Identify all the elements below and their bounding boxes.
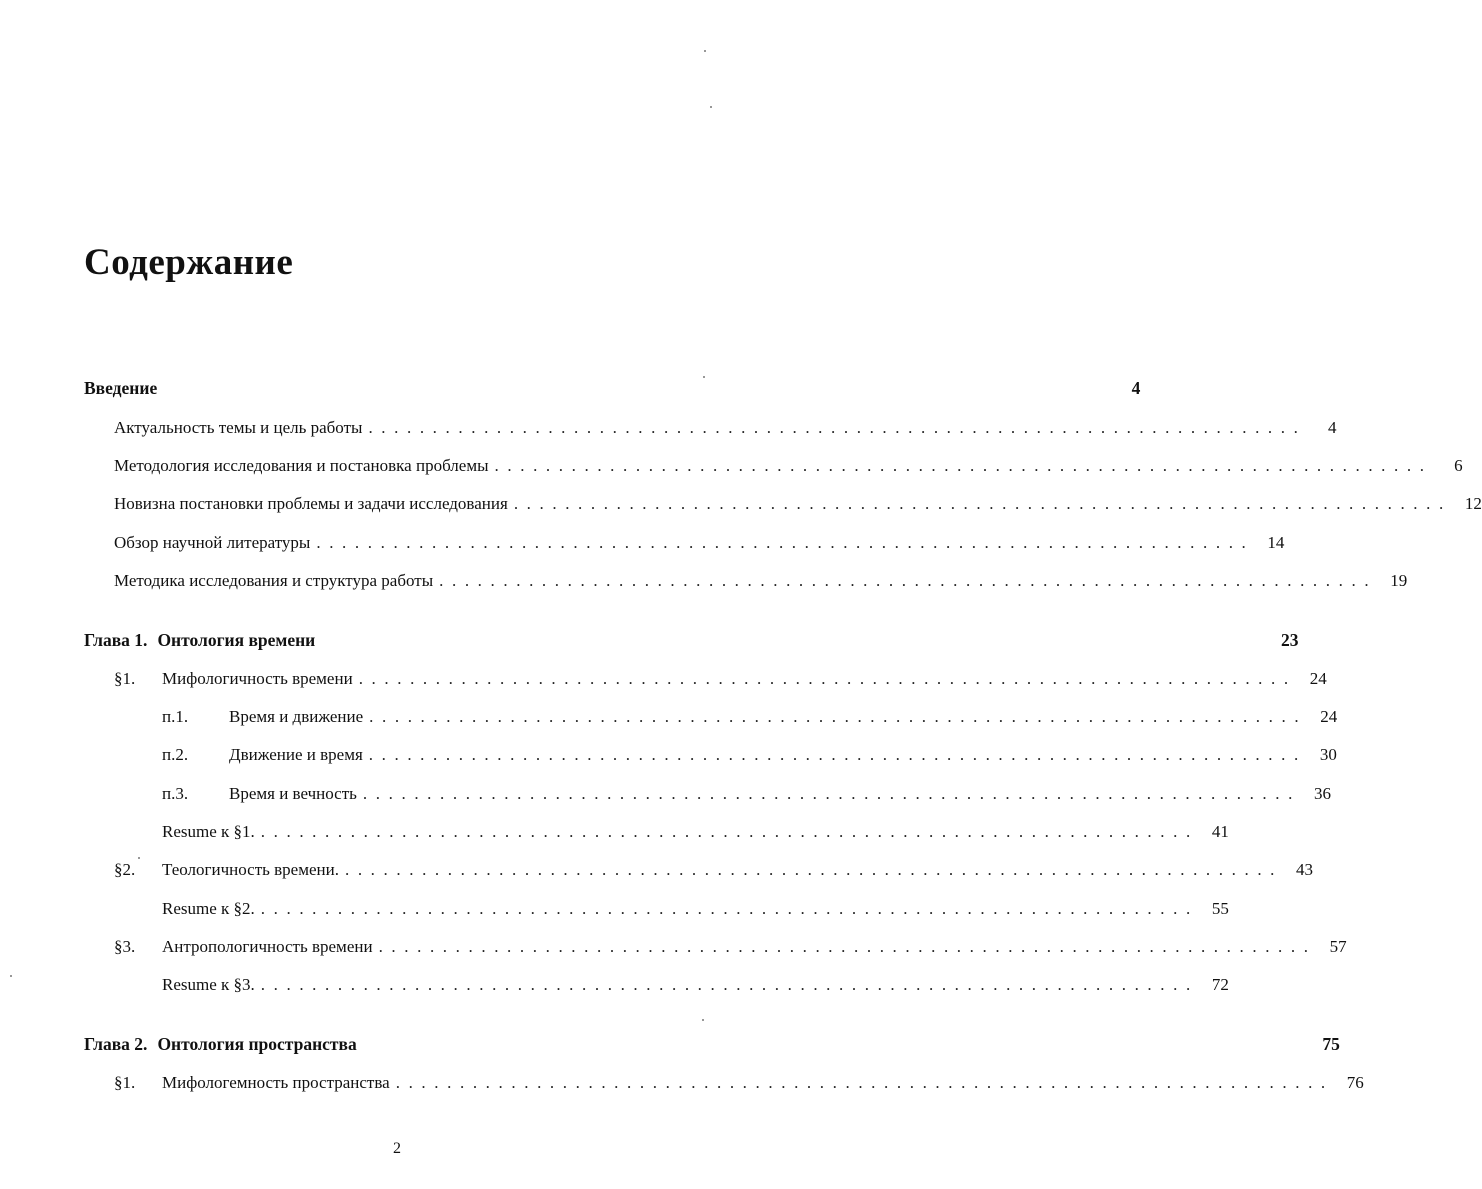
toc-entry-relevance[interactable] xyxy=(114,416,1337,440)
toc-entry-page: 4 xyxy=(1131,378,1141,398)
toc-entry-label: Теологичность времени. xyxy=(162,860,339,879)
toc-leader: ......................................................................... xyxy=(358,669,1297,688)
toc-entry-label: Методика исследования и структура работы xyxy=(114,571,434,590)
toc-entry-page: 12 xyxy=(1464,494,1482,513)
scan-speck xyxy=(710,106,712,108)
toc-entry-label: Новизна постановки проблемы и задачи исследования xyxy=(114,494,508,513)
toc-leader: ......................................................................... xyxy=(316,533,1255,552)
toc-leader: ......................................................................... xyxy=(368,418,1307,437)
toc-entry-label: Время и движение xyxy=(229,707,364,726)
toc-entry-ch1-s1-resume[interactable] xyxy=(162,820,1229,844)
toc-entry-label: Мифологемность пространства xyxy=(162,1073,390,1092)
toc-leader: ......................................................................... xyxy=(260,975,1199,994)
page-number: 2 xyxy=(393,1140,401,1157)
toc-leader: ......................................................................... xyxy=(368,745,1307,764)
toc-entry-page: 14 xyxy=(1267,533,1285,552)
toc-entry-chapter-2[interactable] xyxy=(84,1032,1340,1056)
toc-entry-page: 6 xyxy=(1454,456,1463,475)
toc-entry-number: §1. xyxy=(114,669,136,688)
toc-entry-method[interactable] xyxy=(114,569,1408,593)
toc-leader: ......................................................................... xyxy=(260,899,1199,918)
toc-entry-page: 23 xyxy=(1280,630,1299,650)
toc-entry-page: 4 xyxy=(1328,418,1337,437)
toc-entry-number: п.2. xyxy=(162,745,189,764)
toc-entry-ch1-section-2[interactable] xyxy=(114,858,1314,882)
toc-entry-ch1-s3-resume[interactable] xyxy=(162,973,1229,997)
toc-entry-number: п.1. xyxy=(162,707,189,726)
toc-entry-label: Resume к §2. xyxy=(162,899,255,918)
toc-entry-page: 24 xyxy=(1320,707,1338,726)
scan-speck xyxy=(138,857,140,859)
toc-entry-page: 19 xyxy=(1390,571,1408,590)
toc-leader: ......................................................................... xyxy=(439,571,1378,590)
toc-entry-label: Движение и время xyxy=(229,745,363,764)
toc-entry-number: Глава 2. xyxy=(84,1034,148,1054)
toc-entry-ch1-s2-resume[interactable] xyxy=(162,897,1229,921)
toc-entry-ch1-s1-point-3[interactable] xyxy=(162,782,1331,806)
toc-entry-ch2-section-1[interactable] xyxy=(114,1071,1364,1095)
toc-leader: ......................................................................... xyxy=(378,937,1317,956)
toc-entry-page: 76 xyxy=(1346,1073,1364,1092)
toc-entry-label: Методология исследования и постановка проблемы xyxy=(114,456,489,475)
scan-speck xyxy=(703,376,705,378)
scan-speck xyxy=(10,975,12,977)
toc-entry-number: §2. xyxy=(114,860,136,879)
scan-speck xyxy=(704,50,706,52)
toc-entry-label: Онтология времени xyxy=(157,630,316,650)
toc-entry-page: 41 xyxy=(1211,822,1229,841)
toc-leader: ......................................................................... xyxy=(395,1073,1334,1092)
toc-entry-label: Введение xyxy=(84,378,158,398)
toc-leader: ......................................................................... xyxy=(260,822,1199,841)
toc-entry-label: Антропологичность времени xyxy=(162,937,373,956)
toc-entry-number: §1. xyxy=(114,1073,136,1092)
toc-entry-label: Мифологичность времени xyxy=(162,669,353,688)
toc-entry-chapter-1[interactable] xyxy=(84,628,1299,652)
toc-entry-page: 24 xyxy=(1309,669,1327,688)
toc-entry-methodology[interactable] xyxy=(114,454,1463,478)
toc-entry-number: Глава 1. xyxy=(84,630,148,650)
page-title: Содержание xyxy=(84,242,294,283)
toc-entry-label: Онтология пространства xyxy=(157,1034,357,1054)
toc-entry-page: 30 xyxy=(1319,745,1337,764)
toc-leader: ......................................................................... xyxy=(362,784,1301,803)
toc-entry-introduction[interactable] xyxy=(84,376,1141,400)
toc-entry-literature[interactable] xyxy=(114,531,1285,555)
toc-entry-page: 43 xyxy=(1296,860,1314,879)
toc-entry-page: 55 xyxy=(1211,899,1229,918)
toc-leader: ......................................................................... xyxy=(494,456,1433,475)
toc-entry-ch1-s1-point-2[interactable] xyxy=(162,743,1337,767)
toc-entry-ch1-section-1[interactable] xyxy=(114,667,1327,691)
toc-entry-novelty[interactable] xyxy=(114,492,1482,516)
scan-speck xyxy=(702,1019,704,1021)
toc-entry-label: Обзор научной литературы xyxy=(114,533,311,552)
toc-entry-number: §3. xyxy=(114,937,136,956)
toc-leader: ......................................................................... xyxy=(513,494,1452,513)
toc-leader: ......................................................................... xyxy=(369,707,1308,726)
toc-entry-label: Время и вечность xyxy=(229,784,357,803)
toc-entry-ch1-s1-point-1[interactable] xyxy=(162,705,1338,729)
toc-entry-label: Resume к §1. xyxy=(162,822,255,841)
toc-entry-page: 36 xyxy=(1313,784,1331,803)
toc-entry-page: 72 xyxy=(1211,975,1229,994)
toc-entry-number: п.3. xyxy=(162,784,189,803)
toc-entry-ch1-section-3[interactable] xyxy=(114,935,1347,959)
toc-leader: ......................................................................... xyxy=(344,860,1284,879)
toc-entry-page: 57 xyxy=(1329,937,1347,956)
toc-entry-label: Актуальность темы и цель работы xyxy=(114,418,363,437)
toc-entry-page: 75 xyxy=(1322,1034,1340,1054)
toc-entry-label: Resume к §3. xyxy=(162,975,255,994)
